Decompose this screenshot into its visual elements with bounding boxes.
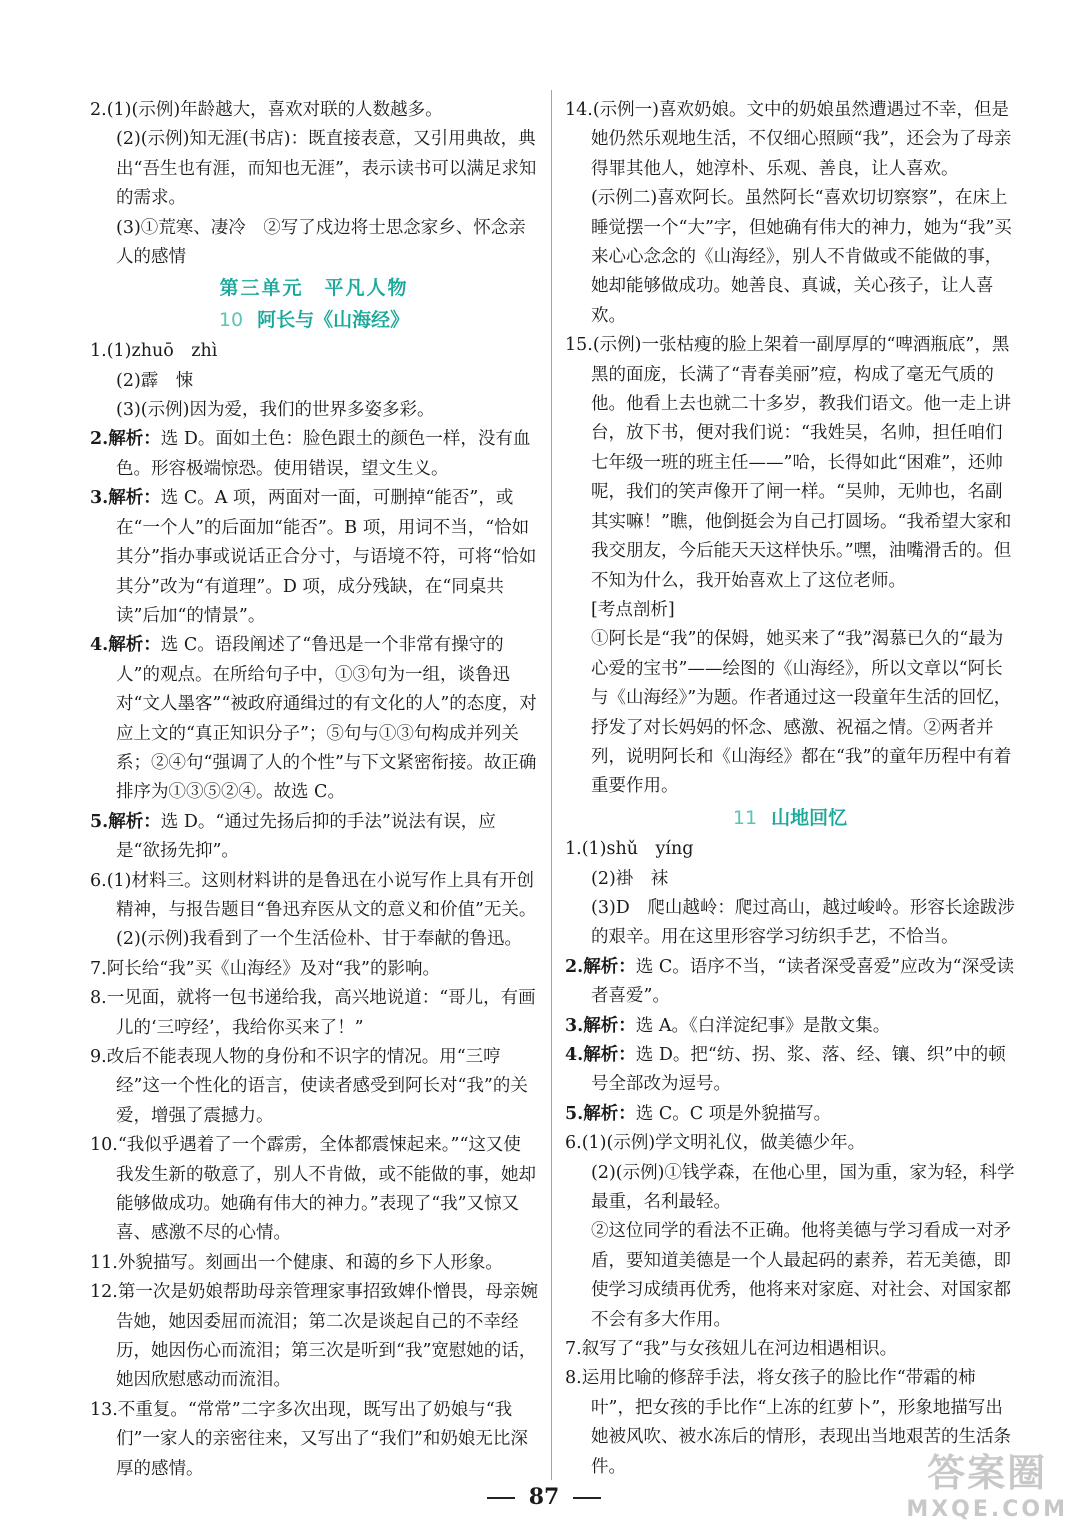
lesson-title: 山地回忆: [771, 806, 848, 829]
answer-1: 1.(1)zhuō zhì: [90, 341, 218, 362]
analysis-text: ①阿长是“我”的保姆，她买来了“我”渴慕已久的“最为心爱的宝书”——绘图的《山海经》，所以文章以“阿长与《山海经》”为题。作者通过这一段童年生活的回忆，抒发了对长妈妈的怀念、感激、祝福之情。②两者并列，说明阿长和《山海经》都在“我”的童年历程中有着重要作用。: [591, 629, 1012, 797]
answer-2b: 2.解析：选 D。面如土色：脸色跟土的颜色一样，没有血色。形容极端惊恐。使用错误，望文生义。: [90, 429, 531, 479]
answer-r3: 3.解析：选 A。《白洋淀纪事》是散文集。: [565, 1015, 891, 1036]
answer-r8: 8.运用比喻的修辞手法，将女孩子的脸比作“带霜的柿叶”，把女孩的手比作“上冻的红萝卜”，形象地描写出她被风吹、被水冻后的情形，表现出当地艰苦的生活条件。: [565, 1368, 1011, 1477]
lesson-number: 10: [218, 308, 244, 331]
watermark-logo: [906, 1442, 1068, 1522]
lesson-11-heading: [565, 804, 1015, 833]
left-column: [90, 96, 538, 1484]
answer-14: 14.(示例一)喜欢奶娘。文中的奶娘虽然遭遇过不幸，但是她仍然乐观地生活，不仅细心照顾“我”，还会为了母亲得罪其他人，她淳朴、乐观、善良，让人喜欢。: [565, 100, 1012, 179]
answer-r6: 6.(1)(示例)学文明礼仪，做美德少年。: [565, 1133, 866, 1154]
answer-3: 3.解析：选 C。A 项，两面对一面，可删掉“能否”，或在“一个人”的后面加“能否”。B 项，用词不当，“恰如其分”指办事或说话正合分寸，与语境不符，可将“恰如其分”改为“有道理”。D 项，成分残缺，在“同桌共读”后加“的情景”。: [90, 488, 537, 626]
answer-r1-2: (2)褂 袜: [591, 868, 669, 889]
unit-title: 第三单元 平凡人物: [219, 277, 409, 300]
watermark-line2: MXQE.COM: [906, 1497, 1068, 1522]
answer-r6-3: ②这位同学的看法不正确。他将美德与学习看成一对矛盾，要知道美德是一个人最起码的素养，若无美德，即使学习成绩再优秀，他将来对家庭、对社会、对国家都不会有多大作用。: [591, 1221, 1011, 1330]
answer-r2: 2.解析：选 C。语序不当，“读者深受喜爱”应改为“深受读者喜爱”。: [565, 956, 1015, 1007]
answer-r4: 4.解析：选 D。把“纺、拐、浆、落、经、镶、织”中的顿号全部改为逗号。: [565, 1045, 1006, 1095]
answer-2-3: (3)①荒寒、凄冷 ②写了戍边将士思念家乡、怀念亲人的感情: [116, 217, 526, 268]
watermark-line1: 答案圈: [927, 1451, 1048, 1495]
answer-7: 7.阿长给“我”买《山海经》及对“我”的影响。: [90, 958, 440, 979]
answer-1-2: (2)霹 悚: [116, 370, 194, 391]
answer-15: 15.(示例)一张枯瘦的脸上架着一副厚厚的“啤酒瓶底”，黑黑的面庞，长满了“青春美丽”痘，构成了毫无气质的他。他看上去也就二十多岁，教我们语文。他一走上讲台，放下书，便对我们说：“我姓吴，名帅，担任咱们七年级一班的班主任——”哈，长得如此“困难”，还帅呢，我们的笑声像开了闸一样。“吴帅，无帅也，名副其实嘛！”瞧，他倒挺会为自己打圆场。“我希望大家和我交朋友，今后能天天这样快乐。”嘿，油嘴滑舌的。但不知为什么，我开始喜欢上了这位老师。: [565, 335, 1012, 591]
answer-8: 8.一见面，就将一包书递给我，高兴地说道：“哥儿，有画儿的‘三哼经’，我给你买来了！”: [90, 988, 536, 1038]
answer-6: 6.(1)材料三。这则材料讲的是鲁迅在小说写作上具有开创精神，与报告题目“鲁迅弃医从文的意义和价值”无关。: [90, 870, 537, 920]
answer-10: 10.“我似乎遇着了一个霹雳，全体都震悚起来。”“这又使我发生新的敬意了，别人不肯做，或不能做的事，她却能够做成功。她确有伟大的神力。”表现了“我”又惊又喜、感激不尽的心情。: [90, 1135, 536, 1244]
lesson-number: 11: [732, 806, 758, 829]
answer-1-3: (3)(示例)因为爱，我们的世界多姿多彩。: [116, 400, 435, 421]
page-number: 87: [528, 1484, 560, 1510]
answer-r7: 7.叙写了“我”与女孩妞儿在河边相遇相识。: [565, 1339, 898, 1360]
right-column: [565, 96, 1015, 1482]
answer-11: 11.外貌描写。刻画出一个健康、和蔼的乡下人形象。: [90, 1252, 503, 1273]
answer-5: 5.解析：选 D。“通过先扬后抑的手法”说法有误，应是“欲扬先抑”。: [90, 811, 496, 862]
answer-r1: 1.(1)shǔ yíng: [565, 839, 694, 860]
answer-12: 12.第一次是奶娘帮助母亲管理家事招致婢仆憎畏，母亲婉告她，她因委屈而流泪；第二次是谈起自己的不幸经历，她因伤心而流泪；第三次是听到“我”宽慰她的话，她因欣慰感动而流泪。: [90, 1282, 538, 1391]
answer-14-2: (示例二)喜欢阿长。虽然阿长“喜欢切切察察”，在床上睡觉摆一个“大”字，但她确有伟大的神力，她为“我”买来心心念念的《山海经》，别人不肯做或不能做的事，她却能够做成功。她善良、真诚，关心孩子，让人喜欢。: [591, 188, 1012, 326]
answer-r6-2: (2)(示例)①钱学森，在他心里，国为重，家为轻，科学最重，名利最轻。: [591, 1162, 1015, 1213]
footer-dash-right: [573, 1497, 601, 1499]
footer-dash-left: [487, 1497, 515, 1499]
answer-r1-3: (3)D 爬山越岭：爬过高山，越过峻岭。形容长途跋涉的艰辛。用在这里形容学习纺织手艺，不恰当。: [591, 897, 1015, 948]
answer-6-2: (2)(示例)我看到了一个生活俭朴、甘于奉献的鲁迅。: [116, 929, 522, 950]
answer-4: 4.解析：选 C。语段阐述了“鲁迅是一个非常有操守的人”的观点。在所给句子中，①③句为一组，谈鲁迅对“文人墨客”“被政府通缉过的有文化的人”的态度，对应上文的“真正知识分子”；⑤句与①③句构成并列关系；②④句“强调了人的个性”与下文紧密衔接。故正确排序为①③⑤②④。故选 C。: [90, 635, 537, 803]
answer-2-2: (2)(示例)知无涯(书店)：既直接表意，又引用典故，典出“吾生也有涯，而知也无涯”，表示读书可以满足求知的需求。: [116, 129, 537, 209]
answer-2: 2.(1)(示例)年龄越大，喜欢对联的人数越多。: [90, 100, 443, 120]
answer-13: 13.不重复。“常常”二字多次出现，既写出了奶娘与“我们”一家人的亲密往来，又写出了“我们”和奶娘无比深厚的感情。: [90, 1399, 528, 1479]
answer-9: 9.改后不能表现人物的身份和不识字的情况。用“三哼经”这一个性化的语言，使读者感受到阿长对“我”的关爱，增强了震撼力。: [90, 1047, 528, 1126]
lesson-title: 阿长与《山海经》: [257, 308, 410, 331]
answer-r5: 5.解析：选 C。C 项是外貌描写。: [565, 1103, 832, 1124]
analysis-tag: [考点剖析]: [591, 599, 675, 620]
column-divider: [551, 90, 552, 1480]
lesson-10-heading: [90, 306, 538, 335]
